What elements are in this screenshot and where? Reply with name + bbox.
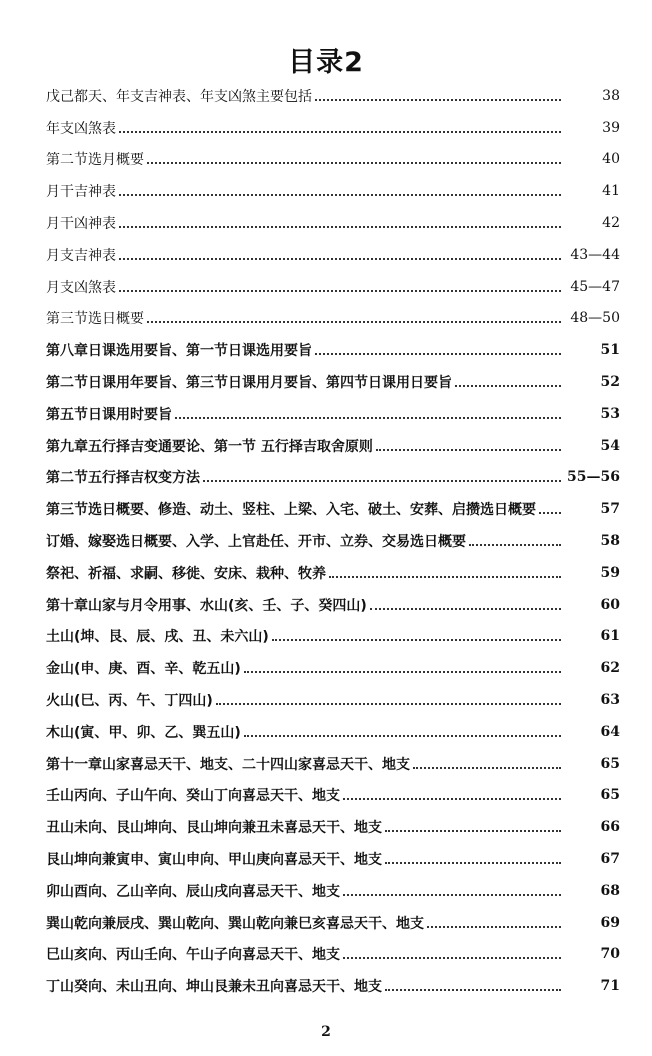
toc-entry-label: 木山(寅、甲、卯、乙、巽五山) [46,724,241,741]
dot-leader [203,466,561,482]
toc-entry-page: 59 [600,564,620,581]
toc-entry-label: 第三节选日概要、修造、动土、竖柱、上梁、入宅、破土、安葬、启攒选日概要 [46,502,536,519]
dot-leader [119,244,561,260]
toc-entry [46,525,620,557]
toc-entry [46,970,620,1002]
toc-entry [46,334,620,366]
toc-entry-label: 巳山亥向、丙山壬向、午山子向喜忌天干、地支 [46,947,340,964]
dot-leader [343,784,561,800]
toc-entry-page: 54 [600,437,620,454]
toc-entry-label: 第三节选日概要 [46,311,144,328]
toc-entry-page: 70 [600,946,620,963]
dot-leader [385,848,561,864]
toc-entry-page: 53 [600,405,620,422]
toc-entry-label: 艮山坤向兼寅申、寅山申向、甲山庚向喜忌天干、地支 [46,852,382,869]
toc-entry [46,716,620,748]
dot-leader [147,148,561,164]
toc-entry-page: 39 [602,119,620,136]
dot-leader [315,339,561,355]
toc-entry [46,621,620,653]
dot-leader [455,371,561,387]
toc-entry-label: 戊己都天、年支吉神表、年支凶煞主要包括 [46,88,312,105]
toc-entry-label: 第八章日课选用要旨、第一节日课选用要旨 [46,343,312,360]
dot-leader [413,753,561,769]
toc-entry [46,239,620,271]
toc-entry-page: 58 [600,533,620,550]
toc-entry-page: 69 [600,914,620,931]
dot-leader [343,880,561,896]
toc-entry-page: 67 [600,851,620,868]
toc-entry-label: 巽山乾向兼辰戌、巽山乾向、巽山乾向兼巳亥喜忌天干、地支 [46,915,424,932]
toc-entry-label: 第二节日课用年要旨、第三节日课用月要旨、第四节日课用日要旨 [46,375,452,392]
toc-entry [46,589,620,621]
dot-leader [244,657,561,673]
dot-leader [385,975,561,991]
toc-entry-label: 火山(巳、丙、午、丁四山) [46,693,213,710]
dot-leader [427,912,561,928]
toc-entry [46,430,620,462]
toc-entry-label: 月支凶煞表 [46,279,116,296]
toc-entry-label: 丑山未向、艮山坤向、艮山坤向兼丑未喜忌天干、地支 [46,820,382,837]
toc-entry-label: 祭祀、祈福、求嗣、移徙、安床、栽种、牧养 [46,565,326,582]
toc-entry-page: 68 [600,882,620,899]
toc-entry-label: 丁山癸向、未山丑向、坤山艮兼未丑向喜忌天干、地支 [46,979,382,996]
toc-entry-page: 43—44 [570,246,620,263]
toc-entry [46,144,620,176]
toc-entry-page: 65 [600,787,620,804]
toc-entry-page: 38 [602,87,620,104]
toc-entry-label: 壬山丙向、子山午向、癸山丁向喜忌天干、地支 [46,788,340,805]
toc-entry-label: 第二节选月概要 [46,152,144,169]
dot-leader [539,498,561,514]
dot-leader [244,721,561,737]
dot-leader [119,180,561,196]
dot-leader [119,212,561,228]
toc-entry [46,366,620,398]
toc-entry [46,652,620,684]
toc-entry-page: 64 [600,723,620,740]
toc-entry-page: 62 [600,660,620,677]
toc-entry-page: 51 [600,342,620,359]
toc-entry [46,398,620,430]
toc-entry-page: 45—47 [570,278,620,295]
toc-entry [46,811,620,843]
toc-entry-page: 41 [602,183,620,200]
toc-entry-label: 第二节五行择吉权变方法 [46,470,200,487]
toc-entry [46,843,620,875]
toc-entry-label: 土山(坤、艮、辰、戌、丑、未六山) [46,629,269,646]
toc-entry [46,557,620,589]
toc-entry [46,907,620,939]
toc-entry [46,271,620,303]
toc-entry-label: 月干凶神表 [46,216,116,233]
toc-entry [46,462,620,494]
toc-entry [46,684,620,716]
toc-entry-label: 第十章山家与月令用事、水山(亥、壬、子、癸四山) [46,597,367,614]
toc-entry-label: 月支吉神表 [46,247,116,264]
toc-entry [46,748,620,780]
toc-entry-page: 63 [600,692,620,709]
dot-leader [216,689,561,705]
dot-leader [469,530,561,546]
toc-entry [46,175,620,207]
toc-entry-label: 订婚、嫁娶选日概要、入学、上官赴任、开市、立券、交易选日概要 [46,534,466,551]
toc-entry-page: 57 [600,501,620,518]
dot-leader [272,625,561,641]
toc-entry [46,207,620,239]
toc-entry [46,780,620,812]
dot-leader [315,85,561,101]
dot-leader [329,562,561,578]
toc-entry-label: 月干吉神表 [46,184,116,201]
toc-entry-page: 55—56 [567,469,620,486]
toc-entry-label: 卯山酉向、乙山辛向、辰山戌向喜忌天干、地支 [46,883,340,900]
toc-entry [46,875,620,907]
toc-entry-label: 年支凶煞表 [46,120,116,137]
toc-entry [46,303,620,335]
dot-leader [119,276,561,292]
toc-entry-label: 第九章五行择吉变通要论、第一节 五行择吉取舍原则 [46,438,373,455]
toc-entry-page: 71 [600,978,620,995]
dot-leader [370,594,561,610]
toc-entry-page: 60 [600,596,620,613]
toc-entry [46,80,620,112]
table-of-contents [46,80,620,1002]
dot-leader [343,943,561,959]
page-title: 目录2 [288,47,364,78]
toc-entry-page: 42 [602,215,620,232]
dot-leader [119,117,561,133]
toc-entry-label: 第十一章山家喜忌天干、地支、二十四山家喜忌天干、地支 [46,756,410,773]
toc-entry-page: 61 [600,628,620,645]
dot-leader [376,435,561,451]
toc-entry-label: 金山(申、庚、酉、辛、乾五山) [46,661,241,678]
toc-entry [46,112,620,144]
dot-leader [175,403,561,419]
toc-entry [46,493,620,525]
toc-entry-page: 66 [600,819,620,836]
toc-entry-page: 40 [602,151,620,168]
toc-entry-page: 48—50 [570,310,620,327]
toc-entry-page: 65 [600,755,620,772]
page-number: 2 [321,1024,331,1040]
dot-leader [385,816,561,832]
toc-entry-page: 52 [600,374,620,391]
toc-entry-label: 第五节日课用时要旨 [46,406,172,423]
toc-entry [46,939,620,971]
dot-leader [147,307,561,323]
